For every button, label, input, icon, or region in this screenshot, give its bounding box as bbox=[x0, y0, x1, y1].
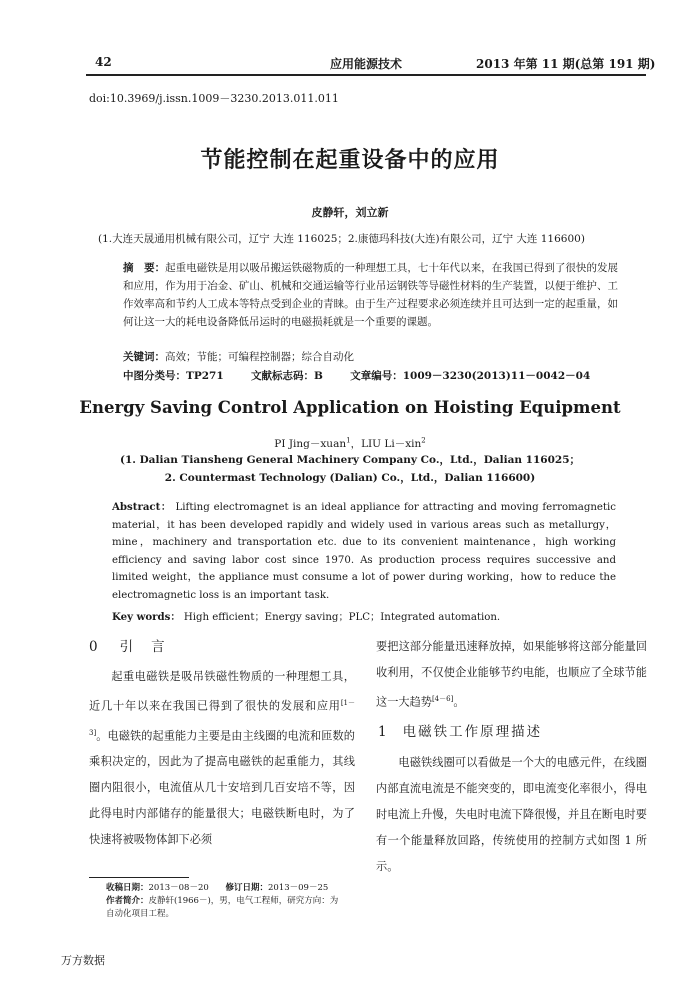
left-para-text-2: 。电磁铁的起重能力主要是由主线圈的电流和匝数的乘积决定的，因此为了提高电磁铁的起重能力，其线圈内阻很小，电流值从几十安培到几百安培不等，因此得电时内部储存的能量很大；电磁铁断电时，为了快速将被吸物体卸下必须 bbox=[89, 729, 355, 847]
keywords-en bbox=[112, 608, 500, 623]
author-1-sup: 1 bbox=[346, 436, 351, 445]
journal-name: 应用能源技术 bbox=[330, 57, 403, 71]
section-1-paragraph: 电磁铁线圈可以看做是一个大的电感元件，在线圈内部直流电流是不能突变的，即电流变化率很小，得电时电流上升慢，失电时电流下降很慢，并且在断电时要有一个能量释放回路，传统使用的控制方式如图 1 所示。 bbox=[376, 756, 647, 873]
affiliation-en-1: (1. Dalian Tiansheng General Machinery Company Co.，Ltd.，Dalian 116025； bbox=[119, 454, 581, 466]
received-date: 2013－08－20 bbox=[148, 883, 209, 893]
section-1-number: 1 bbox=[378, 724, 389, 740]
affiliation-cn: (1.大连天晟通用机械有限公司，辽宁 大连 116025；2.康德玛科技(大连)有限公司，辽宁 大连 116600) bbox=[98, 233, 585, 245]
doc-code-value: B bbox=[313, 370, 323, 382]
doi: doi:10.3969/j.issn.1009－3230.2013.011.011 bbox=[89, 92, 339, 105]
received-label: 收稿日期： bbox=[106, 883, 149, 893]
page-number: 42 bbox=[95, 55, 112, 69]
citation-1-3: [1－3] bbox=[89, 699, 355, 737]
citation-4-6: [4－6] bbox=[431, 695, 454, 703]
affiliation-en-2: 2. Countermast Technology (Dalian) Co.，Ltd.，Dalian 116600) bbox=[164, 472, 536, 484]
keywords-cn-text: 高效；节能；可编程控制器；综合自动化 bbox=[165, 351, 354, 363]
abstract-cn bbox=[123, 259, 618, 331]
classification-line bbox=[123, 368, 614, 383]
article-number-value: 1009－3230(2013)11－0042－04 bbox=[402, 370, 591, 382]
revised-date: 2013－09－25 bbox=[268, 883, 329, 893]
doc-code-label: 文献标志码： bbox=[250, 370, 314, 382]
footnote-rule bbox=[89, 877, 189, 878]
section-0-number: 0 bbox=[89, 639, 98, 655]
section-1-heading bbox=[378, 720, 542, 740]
abstract-cn-label: 摘 要： bbox=[123, 262, 166, 274]
abstract-en-text: Lifting electromagnet is an ideal appliance for attracting and moving ferromagnetic material，it has been developed rapidly and widely used in various areas such as metallurgy，mine，machinery and transportation etc. due to its convenient maintenance，high working efficiency and saving labor cost since 1970. As production process requires successive and limited weight，the appliance must consume a lot of power during working，how to reduce the electromagnetic loss is an important task. bbox=[112, 502, 616, 601]
section-1-title: 电磁铁工作原理描述 bbox=[402, 724, 543, 740]
author-1: PI Jing－xuan bbox=[274, 438, 347, 450]
keywords-cn bbox=[123, 349, 354, 364]
section-0-right-paragraph bbox=[376, 634, 647, 716]
clc-value: TP271 bbox=[186, 370, 224, 382]
header-rule bbox=[86, 74, 646, 76]
keywords-cn-label: 关键词： bbox=[123, 351, 165, 363]
abstract-en bbox=[112, 499, 616, 604]
keywords-en-text: High efficient；Energy saving；PLC；Integrated automation. bbox=[183, 612, 501, 623]
title-cn: 节能控制在起重设备中的应用 bbox=[200, 147, 500, 173]
right-para-text-2: 。 bbox=[453, 695, 465, 709]
article-number-label: 文章编号： bbox=[350, 370, 403, 382]
author-2-sup: 2 bbox=[421, 436, 426, 445]
keywords-en-label: Key words： bbox=[112, 611, 181, 623]
authors-en bbox=[0, 436, 700, 451]
section-0-left-paragraph bbox=[89, 664, 355, 853]
issue-info: 2013 年第 11 期(总第 191 期) bbox=[476, 57, 656, 71]
section-0-title: 引言 bbox=[119, 639, 183, 655]
author-bio-label: 作者简介： bbox=[106, 896, 149, 906]
wanfang-watermark: 万方数据 bbox=[61, 954, 105, 967]
footnote bbox=[106, 882, 346, 921]
left-para-text-1: 起重电磁铁是吸吊铁磁性物质的一种理想工具，近几十年以来在我国已得到了很快的发展和应用 bbox=[89, 670, 355, 713]
clc-label: 中图分类号： bbox=[123, 370, 186, 382]
abstract-en-label: Abstract： bbox=[112, 501, 172, 513]
title-en: Energy Saving Control Application on Hoisting Equipment bbox=[79, 398, 621, 417]
right-para-text-1: 要把这部分能量迅速释放掉，如果能够将这部分能量回收利用，不仅使企业能够节约电能，也顺应了全球节能这一大趋势 bbox=[376, 640, 647, 709]
authors-cn: 皮静轩，刘立新 bbox=[311, 206, 389, 219]
author-separator: ， bbox=[350, 438, 362, 450]
abstract-cn-text: 起重电磁铁是用以吸吊搬运铁磁物质的一种理想工具，七十年代以来，在我国已得到了很快的发展和应用，作为用于冶金、矿山、机械和交通运输等行业吊运钢铁等导磁性材料的生产装置，以便于维护、工作效率高和节约人工成本等特点受到企业的青睐。由于生产过程要求必须连续并且可达到一定的起重量，如何让这一大的耗电设备降低吊运时的电磁损耗就是一个重要的课题。 bbox=[123, 262, 619, 328]
author-2: LIU Li－xin bbox=[361, 438, 422, 450]
section-0-heading bbox=[89, 635, 183, 655]
author-bio-text: 皮静轩(1966－)，男，电气工程师，研究方向：为自动化项目工程。 bbox=[106, 896, 339, 919]
revised-label: 修订日期： bbox=[225, 883, 268, 893]
